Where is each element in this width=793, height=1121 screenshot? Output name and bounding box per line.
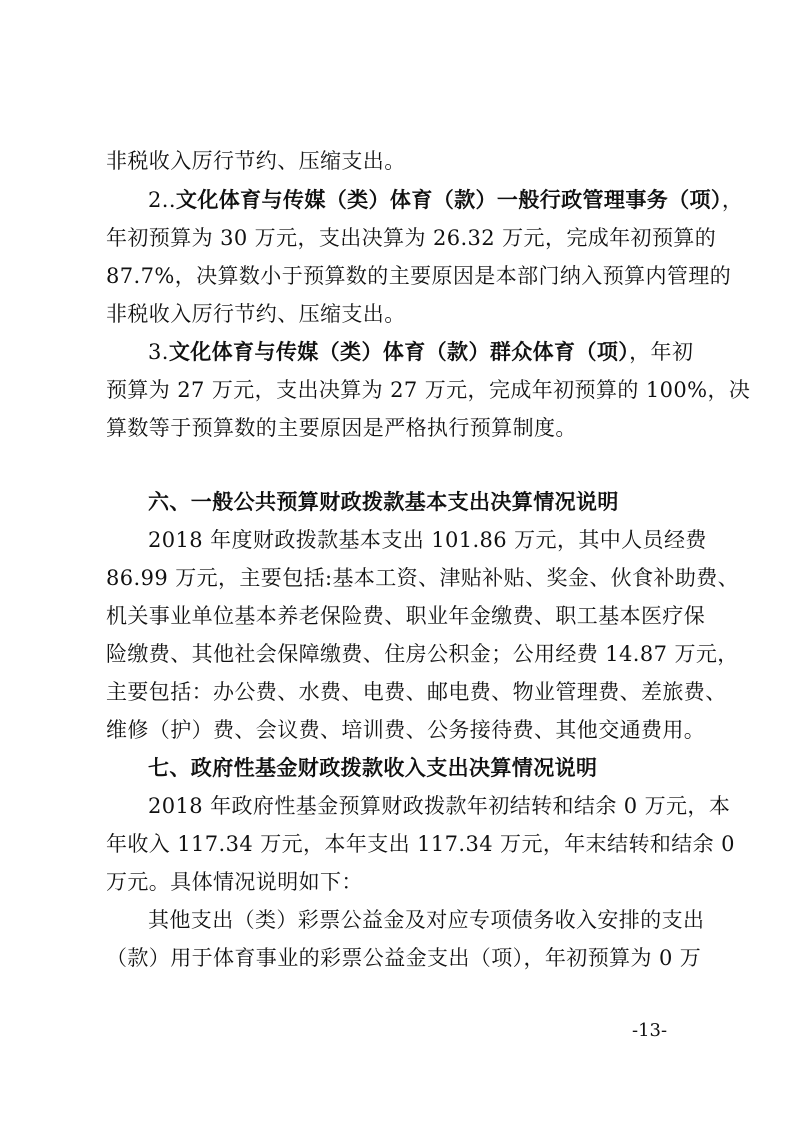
section-heading: 七、政府性基金财政拨款收入支出决算情况说明 (148, 755, 598, 780)
text-line: 算数等于预算数的主要原因是严格执行预算制度。 (106, 416, 577, 440)
text-line: 机关事业单位基本养老保险费、职业年金缴费、职工基本医疗保 (106, 604, 706, 628)
text-line: 非税收入厉行节约、压缩支出。 (106, 302, 406, 326)
text-line: 险缴费、其他社会保障缴费、住房公积金；公用经费 14.87 万元， (106, 642, 739, 666)
text-line: 预算为 27 万元，支出决算为 27 万元，完成年初预算的 100%，决 (106, 378, 751, 402)
bold-heading: 文化体育与传媒（类）体育（款）群众体育（项） (168, 339, 630, 364)
item-number: 2.. (148, 188, 176, 212)
text-line: 主要包括：办公费、水费、电费、邮电费、物业管理费、差旅费、 (106, 680, 727, 704)
text-line: 87.7%，决算数小于预算数的主要原因是本部门纳入预算内管理的 (106, 264, 732, 288)
trailing-text: ，年初 (629, 340, 694, 364)
text-line (148, 186, 744, 214)
text-line: 万元。具体情况说明如下： (106, 870, 363, 894)
bold-heading: 文化体育与传媒（类）体育（款）一般行政管理事务（项） (175, 187, 722, 212)
text-line: 年收入 117.34 万元，本年支出 117.34 万元，年末结转和结余 0 (106, 832, 735, 856)
text-line (148, 338, 694, 366)
text-line: 其他支出（类）彩票公益金及对应专项债务收入安排的支出 (148, 908, 705, 932)
text-line: 非税收入厉行节约、压缩支出。 (106, 149, 406, 173)
section-heading: 六、一般公共预算财政拨款基本支出决算情况说明 (148, 489, 619, 514)
page-number: -13- (632, 1020, 668, 1041)
text-line: 2018 年政府性基金预算财政拨款年初结转和结余 0 万元，本 (148, 794, 731, 818)
item-number: 3. (148, 340, 169, 364)
text-line: 维修（护）费、会议费、培训费、公务接待费、其他交通费用。 (106, 718, 706, 742)
text-line: 年初预算为 30 万元，支出决算为 26.32 万元，完成年初预算的 (106, 226, 717, 250)
punctuation: ， (721, 188, 744, 212)
text-line: 86.99 万元，主要包括:基本工资、津贴补贴、奖金、伙食补助费、 (106, 566, 740, 590)
text-line: （款）用于体育事业的彩票公益金支出（项），年初预算为 0 万 (106, 946, 702, 970)
text-line: 2018 年度财政拨款基本支出 101.86 万元，其中人员经费 (148, 528, 707, 552)
